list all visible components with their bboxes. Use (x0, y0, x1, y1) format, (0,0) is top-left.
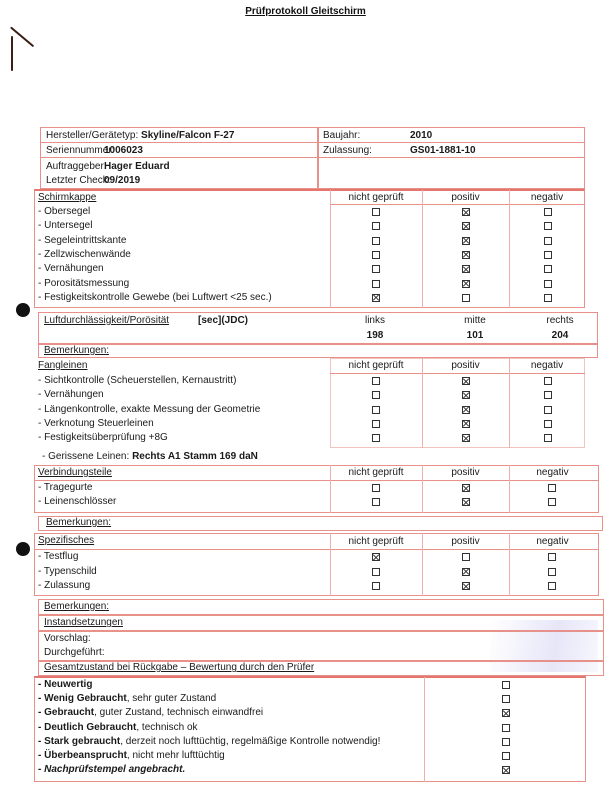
checkbox-negativ[interactable] (548, 553, 556, 561)
checkbox-nicht[interactable] (372, 391, 380, 399)
check-value: 09/2019 (104, 175, 141, 186)
checkbox-positiv[interactable] (462, 553, 470, 561)
bemerkungen-label: Bemerkungen: (44, 601, 110, 612)
checkbox-negativ[interactable] (544, 222, 552, 230)
condition-checkbox[interactable] (502, 695, 510, 703)
col-positiv: positiv (451, 536, 480, 547)
row-label: - Tragegurte (38, 482, 93, 493)
verbindungsteile-heading: Verbindungsteile (38, 467, 112, 478)
condition-name: - Stark gebraucht (38, 735, 121, 747)
checkbox-nicht[interactable] (372, 582, 380, 590)
divider (40, 157, 318, 158)
row-label: - Leinenschlösser (38, 496, 117, 507)
condition-name: - Gebraucht (38, 707, 95, 719)
links-label: links (364, 315, 385, 326)
row-label: - Vernähungen (38, 263, 104, 275)
checkbox-nicht[interactable] (372, 280, 380, 288)
rechts-value: 204 (551, 330, 569, 341)
checkbox-nicht[interactable] (372, 237, 380, 245)
condition-option (38, 722, 198, 734)
checkbox-positiv[interactable] (462, 434, 470, 442)
checkbox-negativ[interactable] (544, 406, 552, 414)
document-title: Prüfprotokoll Gleitschirm (245, 6, 366, 17)
col-nicht-geprueft: nicht geprüft (348, 536, 404, 547)
condition-option (38, 707, 263, 719)
checkbox-nicht[interactable] (372, 498, 380, 506)
col-positiv: positiv (451, 360, 480, 371)
row-label: - Verknotung Steuerleinen (38, 417, 154, 429)
col-nicht-geprueft: nicht geprüft (348, 360, 404, 371)
column-divider (422, 190, 423, 308)
check-label: Letzter Check: (46, 175, 111, 186)
serien-label: Seriennummer: (46, 145, 115, 156)
condition-desc: , nicht mehr lufttüchtig (126, 750, 225, 761)
mitte-value: 101 (466, 330, 484, 341)
condition-desc: , guter Zustand, technisch einwandfrei (94, 707, 264, 719)
condition-option (38, 750, 225, 762)
condition-checkbox[interactable] (502, 738, 510, 746)
condition-desc: , derzeit noch lufttüchtig, regelmäßige Kontrolle notwendig! (120, 735, 381, 747)
col-nicht-geprueft: nicht geprüft (348, 467, 404, 478)
checkbox-nicht[interactable] (372, 222, 380, 230)
row-label: - Festigkeitskontrolle Gewebe (bei Luftwert <25 sec.) (38, 291, 272, 303)
row-label: - Segeleintrittskante (38, 234, 127, 246)
divider (330, 204, 585, 205)
auftrag-label: Auftraggeber: (46, 161, 107, 172)
condition-name: - Wenig Gebraucht (38, 693, 127, 705)
porositaet-label: Luftdurchlässigkeit/Porösität (44, 315, 170, 326)
condition-checkbox[interactable] (502, 709, 510, 717)
checkbox-negativ[interactable] (544, 265, 552, 273)
instandsetzungen-heading: Instandsetzungen (44, 617, 123, 628)
row-label: - Zellzwischenwände (38, 248, 131, 260)
row-label: - Vernähungen (38, 389, 104, 401)
row-label: - Festigkeitsüberprüfung +8G (38, 432, 168, 444)
checkbox-positiv[interactable] (462, 208, 470, 216)
col-positiv: positiv (451, 467, 480, 478)
checkbox-positiv[interactable] (462, 484, 470, 492)
condition-desc: , sehr guter Zustand (126, 693, 217, 705)
checkbox-positiv[interactable] (462, 280, 470, 288)
checkbox-positiv[interactable] (462, 391, 470, 399)
col-nicht-geprueft: nicht geprüft (348, 192, 404, 203)
row-label: - Testflug (38, 551, 79, 562)
checkbox-positiv[interactable] (462, 420, 470, 428)
row-label: - Obersegel (38, 206, 91, 217)
checkbox-positiv[interactable] (462, 568, 470, 576)
zulassung-value: GS01-1881-10 (410, 145, 476, 156)
checkbox-negativ[interactable] (544, 420, 552, 428)
column-divider (509, 190, 510, 308)
col-negativ: negativ (536, 536, 569, 547)
checkbox-positiv[interactable] (462, 498, 470, 506)
auftrag-value: Hager Eduard (104, 161, 170, 172)
vorschlag-box (38, 631, 604, 661)
col-negativ: negativ (530, 192, 564, 203)
condition-option (38, 764, 185, 776)
checkbox-negativ[interactable] (544, 434, 552, 442)
checkbox-nicht[interactable] (372, 406, 380, 414)
divider (34, 549, 599, 550)
durchgefuehrt-label: Durchgeführt: (44, 647, 105, 658)
condition-option (38, 736, 380, 748)
bemerkungen-box (38, 599, 604, 615)
checkbox-positiv[interactable] (462, 377, 470, 385)
checkbox-positiv[interactable] (462, 294, 470, 302)
checkbox-nicht[interactable] (372, 420, 380, 428)
spezifisches-heading: Spezifisches (38, 535, 95, 546)
hersteller-label: Hersteller/Gerätetyp: Skyline/Falcon F-27 (46, 130, 235, 141)
condition-name: - Überbeansprucht (38, 750, 127, 761)
bemerkungen-label: Bemerkungen: (44, 345, 110, 356)
col-negativ: negativ (536, 467, 569, 478)
links-value: 198 (366, 330, 384, 341)
row-label: - Untersegel (38, 220, 93, 232)
fangleinen-heading: Fangleinen (38, 360, 88, 371)
mitte-label: mitte (464, 315, 486, 326)
checkbox-positiv[interactable] (462, 251, 470, 259)
divider (318, 142, 585, 143)
checkbox-nicht[interactable] (372, 265, 380, 273)
hersteller-value: Skyline/Falcon F-27 (141, 130, 235, 141)
gerissene-leinen-label: - Gerissene Leinen: Rechts A1 Stamm 169 daN (42, 451, 258, 462)
checkbox-negativ[interactable] (548, 498, 556, 506)
bemerkungen-box (38, 344, 598, 358)
baujahr-value: 2010 (410, 130, 433, 141)
checkbox-nicht[interactable] (372, 294, 380, 302)
checkbox-positiv[interactable] (462, 265, 470, 273)
checkbox-positiv[interactable] (462, 406, 470, 414)
column-divider (424, 677, 425, 782)
schirmkappe-heading: Schirmkappe (38, 192, 97, 203)
row-label: - Zulassung (38, 580, 91, 591)
checkbox-negativ[interactable] (548, 582, 556, 590)
checkbox-negativ[interactable] (544, 377, 552, 385)
checkbox-negativ[interactable] (544, 208, 552, 216)
condition-checkbox[interactable] (502, 681, 510, 689)
baujahr-label: Baujahr: (323, 130, 361, 141)
checkbox-negativ[interactable] (544, 391, 552, 399)
column-divider (330, 190, 331, 308)
divider (34, 480, 599, 481)
pen-mark (10, 26, 34, 47)
gesamtzustand-heading: Gesamtzustand bei Rückgabe – Bewertung durch den Prüfer (44, 662, 315, 673)
rechts-label: rechts (546, 315, 574, 326)
checkbox-negativ[interactable] (544, 251, 552, 259)
checkbox-positiv[interactable] (462, 222, 470, 230)
divider (40, 142, 318, 143)
serien-value: 1006023 (104, 145, 143, 156)
punch-hole (16, 303, 30, 317)
gerissene-leinen-value: Rechts A1 Stamm 169 daN (132, 451, 258, 462)
checkbox-negativ[interactable] (544, 237, 552, 245)
checkbox-nicht[interactable] (372, 484, 380, 492)
condition-checkbox[interactable] (502, 766, 510, 774)
checkbox-positiv[interactable] (462, 237, 470, 245)
condition-name: - Nachprüfstempel angebracht. (38, 764, 186, 776)
punch-hole (16, 542, 30, 556)
bemerkungen-box (38, 516, 603, 531)
checkbox-negativ[interactable] (548, 568, 556, 576)
checkbox-positiv[interactable] (462, 582, 470, 590)
checkbox-nicht[interactable] (372, 553, 380, 561)
condition-desc: , technisch ok (136, 721, 198, 733)
bemerkungen-label: Bemerkungen: (46, 517, 112, 528)
divider (318, 157, 585, 158)
divider (330, 373, 585, 374)
row-label: - Porositätsmessung (38, 277, 130, 289)
row-label: - Typenschild (38, 565, 97, 577)
row-label: - Längenkontrolle, exakte Messung der Geometrie (38, 403, 261, 415)
condition-checkbox[interactable] (502, 752, 510, 760)
checkbox-negativ[interactable] (544, 294, 552, 302)
col-negativ: negativ (530, 360, 564, 371)
porositaet-unit: [sec](JDC) (198, 315, 249, 326)
col-positiv: positiv (451, 192, 480, 203)
checkbox-nicht[interactable] (372, 377, 380, 385)
row-label: - Sichtkontrolle (Scheuerstellen, Kernaustritt) (38, 375, 237, 386)
checkbox-negativ[interactable] (544, 280, 552, 288)
checkbox-nicht[interactable] (372, 208, 380, 216)
condition-checkbox[interactable] (502, 724, 510, 732)
condition-name: - Neuwertig (38, 679, 93, 690)
pen-mark (11, 36, 13, 71)
vorschlag-label: Vorschlag: (44, 633, 91, 644)
checkbox-nicht[interactable] (372, 434, 380, 442)
condition-option (38, 693, 216, 705)
condition-name: - Deutlich Gebraucht (38, 721, 137, 733)
zulassung-label: Zulassung: (323, 145, 372, 156)
condition-option (38, 679, 92, 691)
checkbox-negativ[interactable] (548, 484, 556, 492)
checkbox-nicht[interactable] (372, 568, 380, 576)
checkbox-nicht[interactable] (372, 251, 380, 259)
